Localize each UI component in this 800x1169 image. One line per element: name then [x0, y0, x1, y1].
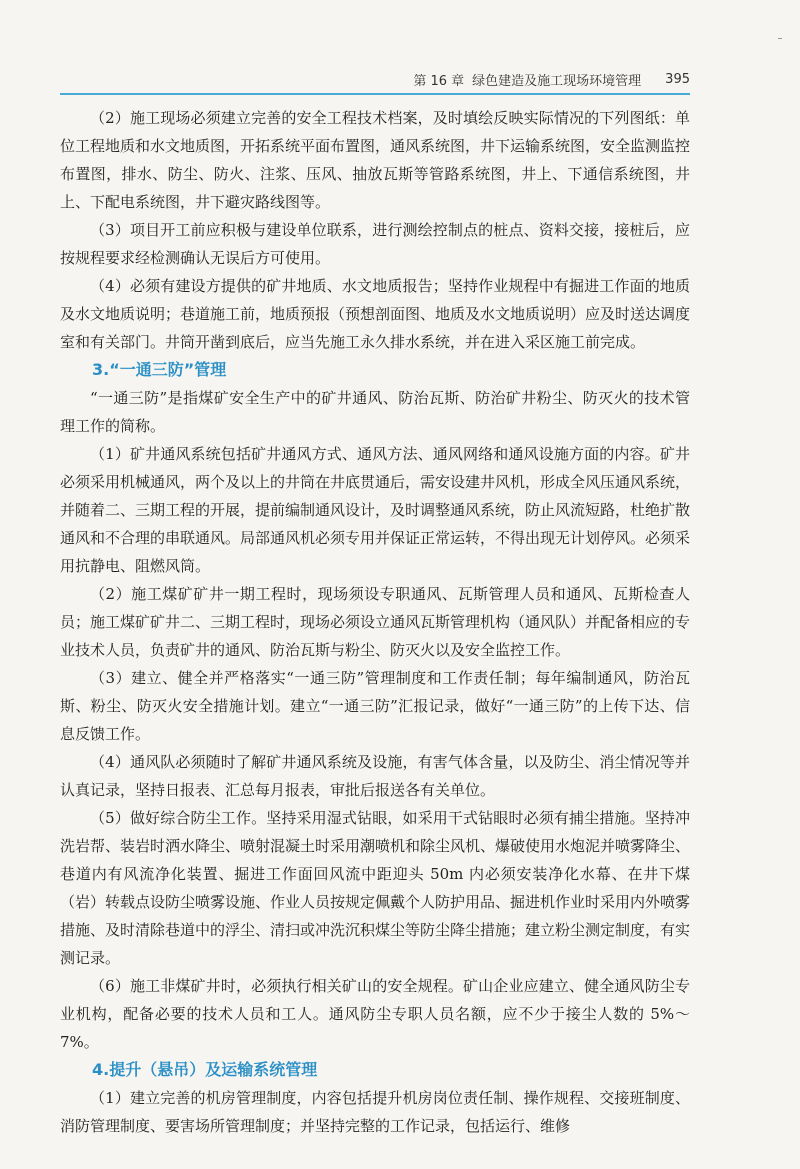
section-heading: 4.提升（悬吊）及运输系统管理	[92, 1060, 318, 1079]
paragraph: （1）建立完善的机房管理制度，内容包括提升机房岗位责任制、操作规程、交接班制度、消防管理制度、要害场所管理制度；并坚持完整的工作记录，包括运行、维修	[60, 1089, 690, 1135]
paragraph: （4）必须有建设方提供的矿井地质、水文地质报告；坚持作业规程中有掘进工作面的地质及水文地质说明；巷道施工前，地质预报（预想剖面图、地质及水文地质说明）应及时送达调度室和有关部门。井筒开凿到底后，应当先施工永久排水系统，并在进入采区施工前完成。	[60, 277, 691, 351]
paragraph: （3）建立、健全并严格落实“一通三防”管理制度和工作责任制；每年编制通风，防治瓦斯、粉尘、防灭火安全措施计划。建立“一通三防”汇报记录，做好“一通三防”的上传下达、信息反馈工作。	[60, 669, 690, 743]
page-number: 395	[665, 72, 690, 87]
section-heading: 3.“一通三防”管理	[92, 360, 227, 379]
header-rule	[60, 93, 690, 95]
page-body	[60, 104, 690, 1140]
paragraph: （3）项目开工前应积极与建设单位联系，进行测绘控制点的桩点、资料交接，接桩后，应按规程要求经检测确认无误后方可使用。	[60, 221, 690, 267]
page-header	[60, 70, 690, 89]
paragraph: （2）施工现场必须建立完善的安全工程技术档案，及时填绘反映实际情况的下列图纸：单位工程地质和水文地质图，开拓系统平面布置图，通风系统图，井下运输系统图，安全监测监控布置图，排水、防尘、防火、注浆、压风、抽放瓦斯等管路系统图，井上、下通信系统图，井上、下配电系统图，井下避灾路线图等。	[60, 109, 691, 211]
paragraph: （4）通风队必须随时了解矿井通风系统及设施，有害气体含量，以及防尘、消尘情况等并认真记录，坚持日报表、汇总每月报表，审批后报送各有关单位。	[60, 753, 690, 799]
corner-mark	[778, 38, 782, 39]
paragraph: （6）施工非煤矿井时，必须执行相关矿山的安全规程。矿山企业应建立、健全通风防尘专业机构，配备必要的技术人员和工人。通风防尘专职人员名额，应不少于接尘人数的 5%～7%。	[60, 977, 690, 1051]
paragraph: （1）矿井通风系统包括矿井通风方式、通风方法、通风网络和通风设施方面的内容。矿井必须采用机械通风，两个及以上的井筒在井底贯通后，需安设建井风机，形成全风压通风系统，并随着二、三期工程的开展，提前编制通风设计，及时调整通风系统，防止风流短路，杜绝扩散通风和不合理的串联通风。局部通风机必须专用并保证正常运转，不得出现无计划停风。必须采用抗静电、阻燃风筒。	[60, 445, 691, 575]
chapter-title: 绿色建造及施工现场环境管理	[472, 74, 642, 89]
paragraph: （2）施工煤矿矿井一期工程时，现场须设专职通风、瓦斯管理人员和通风、瓦斯检查人员；施工煤矿矿井二、三期工程时，现场必须设立通风瓦斯管理机构（通风队）并配备相应的专业技术人员，负责矿井的通风、防治瓦斯与粉尘、防灭火以及安全监控工作。	[60, 585, 691, 659]
chapter-label: 第 16 章	[413, 74, 465, 89]
paragraph: “一通三防”是指煤矿安全生产中的矿井通风、防治瓦斯、防治矿井粉尘、防灭火的技术管理工作的简称。	[60, 389, 690, 435]
paragraph: （5）做好综合防尘工作。坚持采用湿式钻眼，如采用干式钻眼时必须有捕尘措施。坚持冲洗岩帮、装岩时洒水降尘、喷射混凝土时采用潮喷机和除尘风机、爆破使用水炮泥并喷雾降尘、巷道内有风流净化装置、掘进工作面回风流中距迎头 50m 内必须安装净化水幕、在井下煤（岩）转载点设防尘喷雾设施、作业人员按规定佩戴个人防护用品、掘进机作业时采用内外喷雾措施、及时清除巷道中的浮尘、清扫或冲洗沉积煤尘等防尘降尘措施；建立粉尘测定制度，有实测记录。	[60, 809, 691, 967]
